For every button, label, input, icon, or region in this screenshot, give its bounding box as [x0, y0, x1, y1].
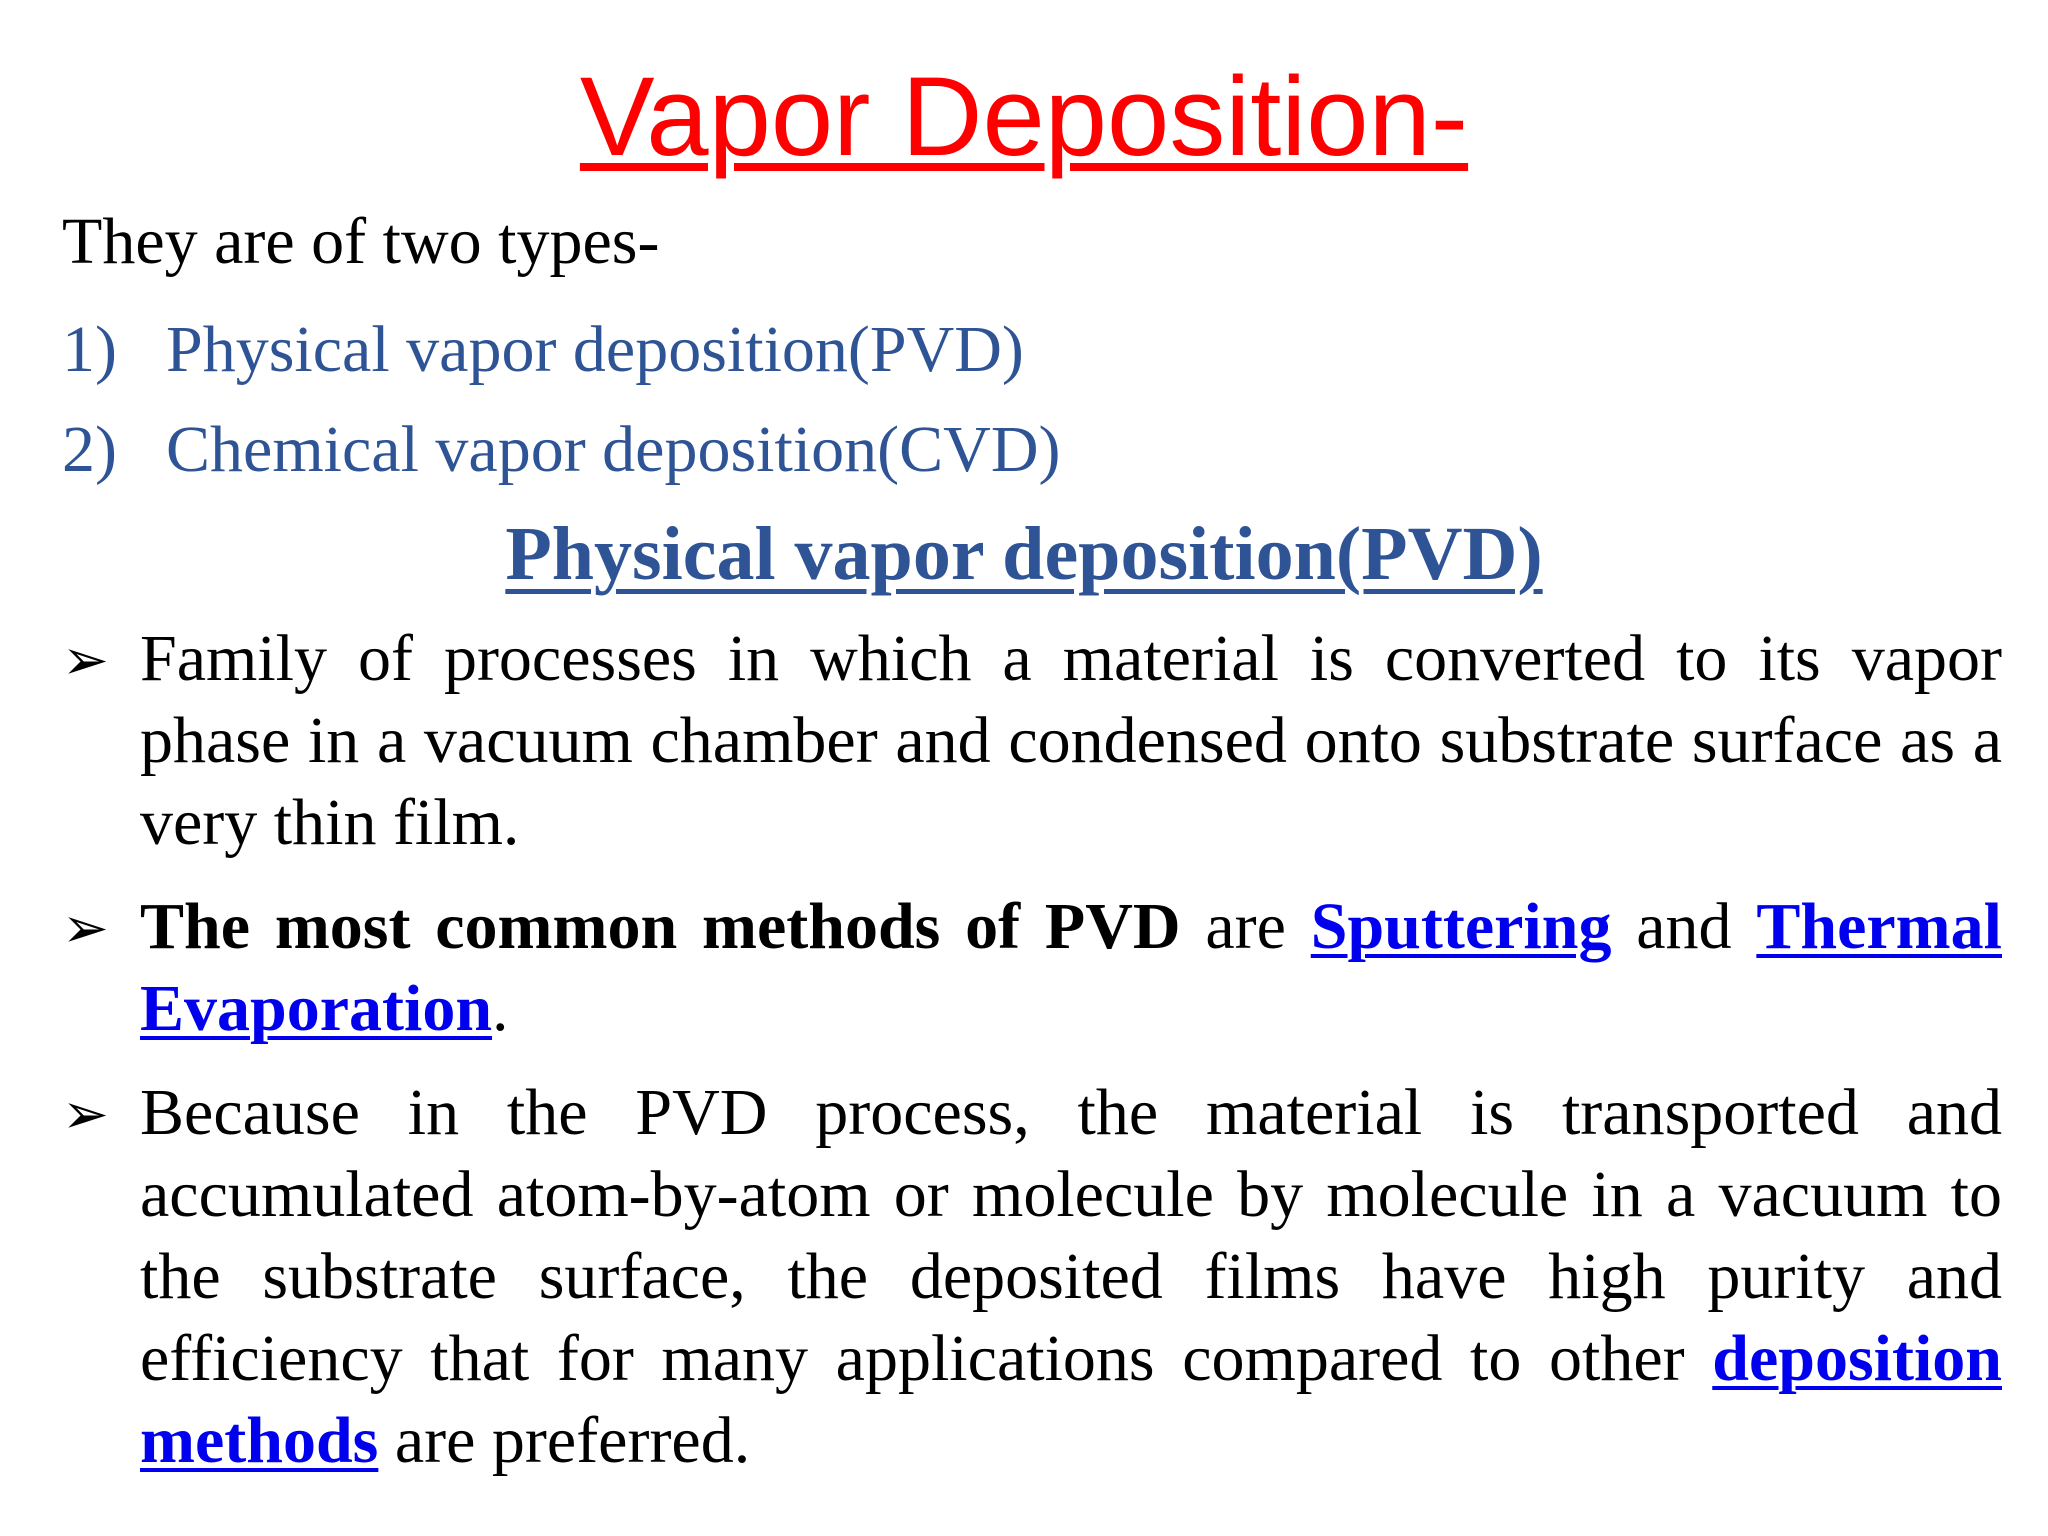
- arrow-bullet-icon: ➢: [62, 628, 109, 693]
- intro-text: They are of two types-: [62, 205, 660, 278]
- list-number: 2): [62, 413, 117, 486]
- list-item-label: Chemical vapor deposition(CVD): [166, 413, 1061, 486]
- types-list-item: [62, 300, 1060, 400]
- sputtering-link[interactable]: Sputtering: [1310, 890, 1612, 963]
- bullet-text: .: [492, 972, 509, 1045]
- arrow-bullet-icon: ➢: [62, 896, 109, 961]
- bullet-list: [62, 618, 2002, 1504]
- list-item-label: Physical vapor deposition(PVD): [166, 313, 1024, 386]
- bullet-text: and: [1611, 890, 1757, 963]
- types-list-item: [62, 400, 1060, 500]
- bullet-item-common-methods: [62, 886, 2002, 1050]
- bullet-item-because: [62, 1072, 2002, 1482]
- section-heading-text: Physical vapor deposition(PVD): [505, 512, 1543, 596]
- bullet-text: Family of processes in which a material is converted to its vapor phase in a vacuum chamber and condensed onto substrate surface as a very thin film.: [140, 622, 2002, 859]
- thermal-evaporation-link[interactable]: Thermal Evaporation: [140, 890, 2002, 1045]
- bullet-text: are: [1180, 890, 1311, 963]
- bullet-bold-text: The most common methods of PVD: [140, 890, 1181, 963]
- slide-title-text: Vapor Deposition-: [579, 54, 1469, 179]
- bullet-text: Because in the PVD process, the material is transported and accumulated atom-by-atom or molecule by molecule in a vacuum to the substrate surface, the deposited films have high purity and efficiency that for many applications compared to other: [140, 1076, 2002, 1395]
- section-heading: [0, 508, 2048, 600]
- types-list: [62, 300, 1060, 500]
- arrow-bullet-icon: ➢: [62, 1082, 109, 1147]
- bullet-text: are preferred.: [378, 1404, 751, 1477]
- slide-title: [0, 52, 2048, 182]
- deposition-methods-link[interactable]: deposition methods: [140, 1322, 2002, 1477]
- bullet-item-family: [62, 618, 2002, 864]
- list-number: 1): [62, 313, 117, 386]
